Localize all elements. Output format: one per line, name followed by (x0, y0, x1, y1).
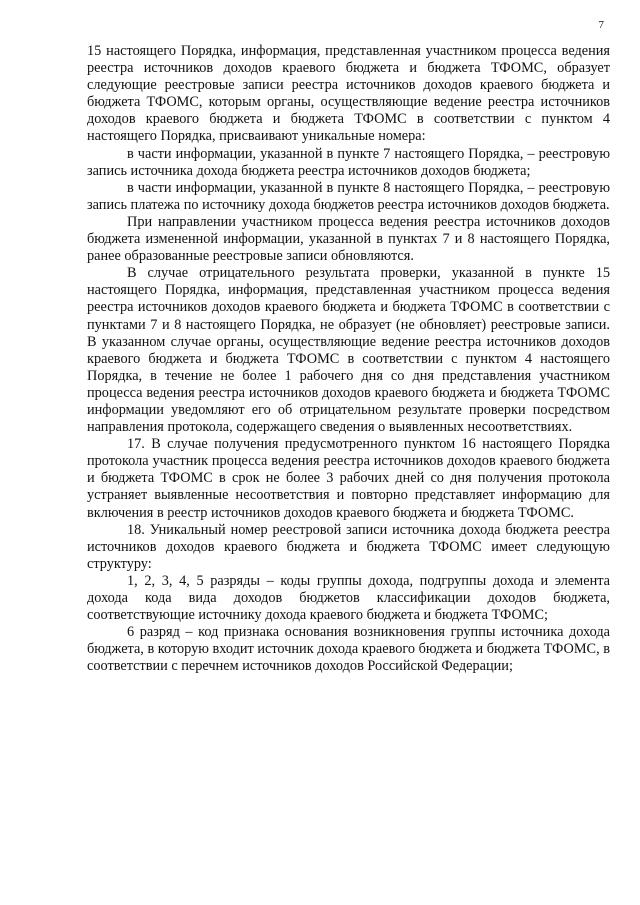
document-body (87, 43, 610, 675)
paragraph-digits-1-5: 1, 2, 3, 4, 5 разряды – коды группы дохода, подгруппы дохода и элемента дохода кода вида доходов бюджетов классификации доходов бюджета, соответствующие источнику дохода краевого бюджета и бюджета ТФОМС; (87, 572, 610, 624)
paragraph-records-update: При направлении участником процесса ведения реестра источников доходов бюджета измененной информации, указанной в пунктах 7 и 8 настоящего Порядка, ранее образованные реестровые записи обновляются. (87, 213, 610, 265)
paragraph-income-source-record: в части информации, указанной в пункте 7 настоящего Порядка, – реестровую запись источника дохода бюджета реестра источников доходов бюджета; (87, 145, 610, 179)
paragraph-negative-check-result: В случае отрицательного результата проверки, указанной в пункте 15 настоящего Порядка, информация, представленная участником процесса ведения реестра источников доходов краевого бюджета и бюджета ТФОМС в соответствии с пунктами 7 и 8 настоящего Порядка, не образует (не обновляет) реестровые записи. В указанном случае органы, осуществляющие ведение реестра источников доходов краевого бюджета и бюджета ТФОМС в соответствии с пунктом 4 настоящего Порядка, в течение не более 1 рабочего дня со дня представления участником процесса ведения реестра источников доходов краевого бюджета и бюджета ТФОМС информации уведомляют его об отрицательном результате проверки посредством направления протокола, содержащего сведения о выявленных несоответствиях. (87, 265, 610, 436)
paragraph-registry-records-intro: 15 настоящего Порядка, информация, представленная участником процесса ведения реестра источников доходов краевого бюджета и бюджета ТФОМС, образует следующие реестровые записи реестра источников доходов краевого бюджета и бюджета ТФОМС, которым органы, осуществляющие ведение реестра источников доходов краевого бюджета и бюджета ТФОМС в соответствии с пунктом 4 настоящего Порядка, присваивают уникальные номера: (87, 43, 610, 145)
paragraph-payment-record: в части информации, указанной в пункте 8 настоящего Порядка, – реестровую запись платежа по источнику дохода бюджетов реестра источников доходов бюджета. (87, 179, 610, 213)
paragraph-digit-6: 6 разряд – код признака основания возникновения группы источника дохода бюджета, в которую входит источник дохода краевого бюджета и бюджета ТФОМС, в соответствии с перечнем источников доходов Российской Федерации; (87, 624, 610, 675)
paragraph-item-17: 17. В случае получения предусмотренного пунктом 16 настоящего Порядка протокола участник процесса ведения реестра источников доходов краевого бюджета и бюджета ТФОМС в срок не более 3 рабочих дней со дня получения протокола устраняет выявленные несоответствия и повторно представляет информацию для включения в реестр источников доходов краевого бюджета и бюджета ТФОМС. (87, 436, 610, 521)
page-number: 7 (598, 19, 604, 31)
paragraph-item-18: 18. Уникальный номер реестровой записи источника дохода бюджета реестра источников доходов краевого бюджета и бюджета ТФОМС имеет следующую структуру: (87, 521, 610, 572)
